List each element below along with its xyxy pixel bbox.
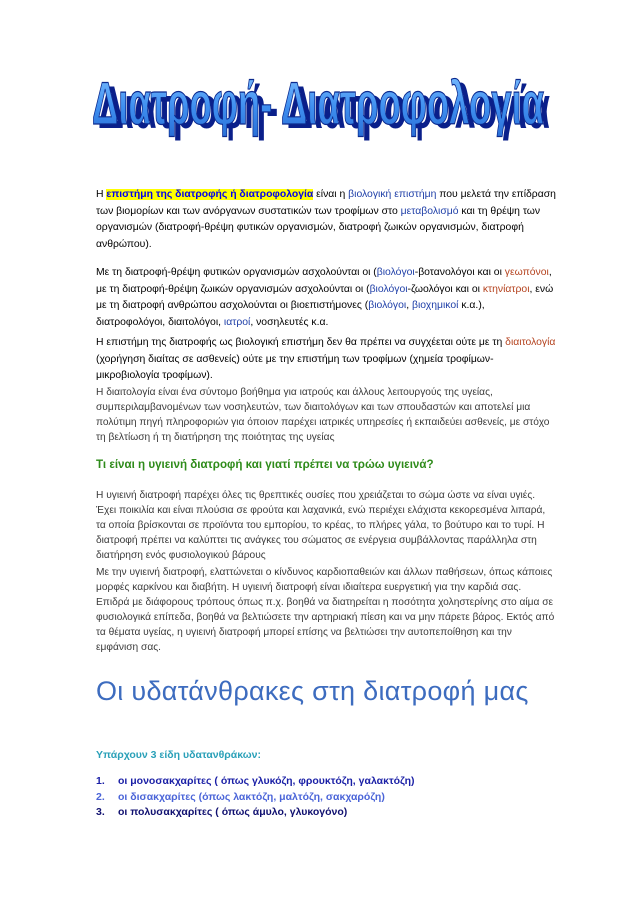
list-number: 3.: [96, 806, 105, 818]
paragraph-text: -ζωολόγοι και οι: [407, 283, 483, 295]
health-benefits-paragraph: Με την υγιεινή διατροφή, ελαττώνεται ο κίνδυνος καρδιοπαθειών και άλλων παθήσεων, όπως κάποιες μορφές καρκίνου και διαβήτη. Η υγιεινή διατροφή είναι ιδιαίτερα ευεργετική για την καρδιά σας. Επιδρά με διάφορους τρόπους όπως π.χ. βοηθά να διατηρείται η ποσότητα χοληστερίνης στο αίμα σε φυσιολογικά επίπεδα, βοηθά να βελτιώσετε την αρτηριακή πίεση και να μην πάρετε βάρος. Εκτός από τα θέματα υγείας, η υγιεινή διατροφή μπορεί επίσης να βελτιώσει την αυτοπεποίθηση και την εμφάνιση σας.: [96, 567, 555, 653]
link-biologists[interactable]: βιολόγοι: [368, 300, 407, 311]
carb-types-list: [96, 774, 415, 821]
paragraph-text: Η επιστήμη της διατροφής ως βιολογική επιστήμη δεν θα πρέπει να συγχέεται ούτε με τη: [96, 337, 506, 348]
wordart-title-shadow: Διατροφή- Διατροφολογία: [98, 74, 551, 141]
paragraph-text: -βοτανολόγοι και οι: [414, 267, 505, 278]
link-agronomists[interactable]: γεωπόνοι: [504, 267, 549, 278]
link-veterinarians[interactable]: κτηνίατροι: [482, 283, 530, 295]
paragraph-text: , ενώ με τη διατροφή ανθρώπου ασχολούνται οι βιοεπιστήμονες (: [96, 283, 554, 311]
link-biochemists[interactable]: βιοχημικοί: [411, 300, 459, 311]
intro-paragraph: [96, 187, 556, 253]
dietetics-guide-paragraph: Η διαιτολογία είναι ένα σύντομο βοήθημα για ιατρούς και άλλους λειτουργούς της υγείας, συμπεριλαμβανομένων των νοσηλευτών, των διαιτολόγων και των σπουδαστών και αποτελεί μια πολύτιμη πηγή πληροφοριών για όποιον παρέχει ιατρικές υπηρεσίες ή εκπαιδεύει ασθενείς, με στόχο τη βελτίωση ή τη διατήρηση της ποιότητας της υγείας: [96, 387, 550, 443]
carb-types-label: Υπάρχουν 3 είδη υδατανθράκων:: [96, 749, 261, 761]
paragraph-text: , με τη διατροφή-θρέψη ζωικών οργανισμών ασχολούνται οι (: [96, 267, 552, 295]
link-metabolism[interactable]: μεταβολισμό: [400, 205, 459, 217]
paragraph-text: (χορήγηση διαίτας σε ασθενείς) ούτε με την επιστήμη των τροφίμων (χημεία τροφίμων-μικροβιολογία τροφίμων).: [96, 353, 494, 381]
list-item: [96, 774, 415, 790]
paragraph-text: Με τη διατροφή-θρέψη φυτικών οργανισμών ασχολούνται οι (: [96, 267, 377, 278]
link-biologists[interactable]: βιολόγοι: [376, 267, 415, 278]
list-item-text: οι μονοσακχαρίτες ( όπως γλυκόζη, φρουκτόζη, γαλακτόζη): [118, 775, 415, 787]
paragraph-text: , νοσηλευτές κ.α.: [250, 316, 329, 328]
link-dietetics[interactable]: διαιτολογία: [505, 337, 556, 348]
intro-text: που μελετά την επίδραση των βιομορίων και των ανόργανων συστατικών των τροφίμων στο: [96, 189, 556, 217]
list-item: [96, 790, 415, 806]
dietetics-paragraph: [96, 335, 556, 385]
carbohydrates-heading: Οι υδατάνθρακες στη διατροφή μας: [96, 676, 529, 706]
professions-paragraph: [96, 265, 556, 331]
healthy-diet-heading: Τι είναι η υγιεινή διατροφή και γιατί πρέπει να τρώω υγιεινά?: [96, 458, 434, 471]
intro-text: και τη θρέψη των οργανισμών (διατροφή-θρέψη φυτικών οργανισμών, διατροφή ζωικών οργανισμών, διατροφή ανθρώπου).: [96, 205, 541, 250]
link-biological-science[interactable]: βιολογική επιστήμη: [348, 189, 437, 200]
intro-text: Η: [96, 189, 107, 200]
healthy-diet-paragraph: Η υγιεινή διατροφή παρέχει όλες τις θρεπτικές ουσίες που χρειάζεται το σώμα ώστε να είναι υγιές. Έχει ποικιλία και είναι πλούσια σε φρούτα και λαχανικά, ενώ περιέχει ελάχιστα κεκορεσμένα λιπαρά, τα οποία βρίσκονται σε προϊόντα του εμπορίου, το κρέας, το πλήρες γάλα, το βούτυρο και το τυρί. Η διατροφή πρέπει να καλύπτει τις ανάγκες του σώματος σε ενέργεια συμβάλλοντας παράλληλα στη διατήρηση ενός φυσιολογικού βάρους: [96, 490, 546, 561]
paragraph-text: ,: [406, 300, 412, 311]
list-item-text: οι δισακχαρίτες (όπως λακτόζη, μαλτόζη, σακχαρόζη): [118, 790, 385, 803]
link-doctors[interactable]: ιατροί: [223, 316, 251, 328]
wordart-title-text: Διατροφή- Διατροφολογία: [92, 70, 545, 137]
wordart-title: [0, 62, 638, 152]
list-number: 1.: [96, 775, 105, 787]
link-biologists[interactable]: βιολόγοι: [369, 283, 408, 295]
paragraph-text: κ.α.), διατροφολόγοι, διαιτολόγοι,: [96, 300, 485, 328]
list-number: 2.: [96, 790, 105, 803]
intro-text: είναι η: [313, 189, 349, 200]
list-item-text: οι πολυσακχαρίτες ( όπως άμυλο, γλυκογόνο): [118, 806, 348, 818]
highlighted-term: επιστήμη της διατροφής ή διατροφολογία: [106, 189, 314, 200]
list-item: [96, 805, 415, 821]
